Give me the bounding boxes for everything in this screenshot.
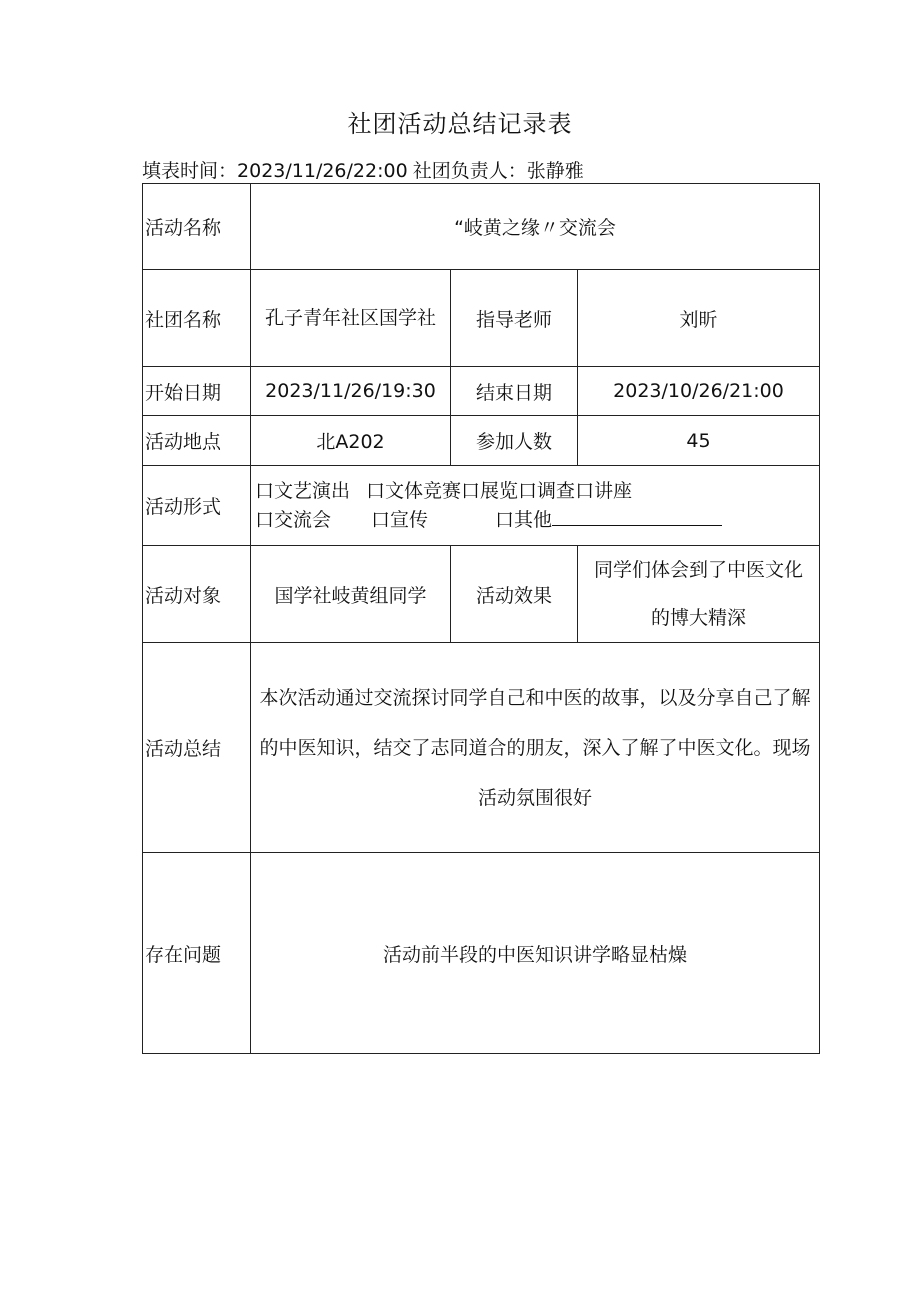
form-options [251, 466, 820, 546]
table-row [143, 367, 820, 416]
audience-value: 国学社岐黄组同学 [251, 546, 451, 643]
effect-label: 活动效果 [451, 546, 578, 643]
location-label: 活动地点 [143, 416, 251, 466]
form-option-sports: 口文体竞赛 [366, 479, 462, 502]
form-meta [142, 156, 584, 183]
problems-label: 存在问题 [143, 853, 251, 1054]
form-option-exhibition: 口展览 [461, 479, 519, 502]
advisor-label: 指导老师 [451, 270, 578, 367]
effect-value: 同学们体会到了中医文化的博大精深 [578, 546, 820, 643]
summary-value: 本次活动通过交流探讨同学自己和中医的故事，以及分享自己了解的中医知识，结交了志同道合的朋友，深入了解了中医文化。现场活动氛围很好 [251, 643, 820, 853]
form-option-promotion: 口宣传 [371, 508, 429, 531]
club-name-value: 孔子青年社区国学社 [251, 270, 451, 367]
table-row [143, 546, 820, 643]
end-date-label: 结束日期 [451, 367, 578, 416]
table-row [143, 853, 820, 1054]
table-row [143, 270, 820, 367]
form-option-other: 口其他 [495, 508, 553, 531]
audience-label: 活动对象 [143, 546, 251, 643]
end-date-value: 2023/10/26/21:00 [578, 367, 820, 416]
form-option-survey: 口调查 [518, 479, 576, 502]
table-row [143, 643, 820, 853]
advisor-value: 刘昕 [578, 270, 820, 367]
problems-value: 活动前半段的中医知识讲学略显枯燥 [251, 853, 820, 1054]
start-date-label: 开始日期 [143, 367, 251, 416]
form-option-performance: 口文艺演出 [255, 479, 351, 502]
leader-value: 张静雅 [526, 160, 584, 182]
table-row [143, 184, 820, 270]
activity-name-value: “岐黄之缘〃交流会 [251, 184, 820, 270]
leader-label: 社团负责人： [412, 160, 527, 182]
table-row [143, 416, 820, 466]
form-label: 活动形式 [143, 466, 251, 546]
other-blank-line [552, 524, 722, 526]
club-name-label: 社团名称 [143, 270, 251, 367]
form-option-exchange: 口交流会 [255, 508, 332, 531]
start-date-value: 2023/11/26/19:30 [251, 367, 451, 416]
activity-record-table [142, 183, 820, 1054]
table-row [143, 466, 820, 546]
participants-value: 45 [578, 416, 820, 466]
participants-label: 参加人数 [451, 416, 578, 466]
fill-time-value: 2023/11/26/22:00 [237, 160, 408, 182]
page-title: 社团活动总结记录表 [347, 110, 573, 138]
location-value: 北A202 [251, 416, 451, 466]
activity-name-label: 活动名称 [143, 184, 251, 270]
fill-time-label: 填表时间： [142, 160, 238, 182]
summary-label: 活动总结 [143, 643, 251, 853]
form-option-lecture: 口讲座 [575, 479, 633, 502]
